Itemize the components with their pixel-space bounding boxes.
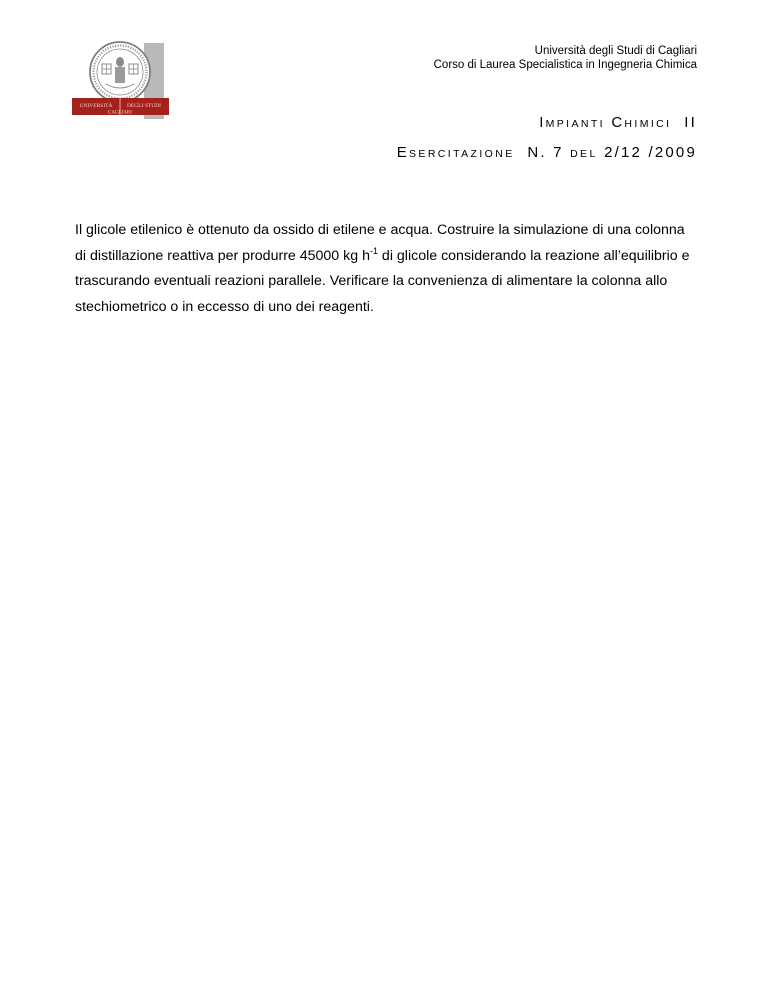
course-title-cap2: C	[611, 114, 625, 131]
course-title-rest2: HIMICI	[624, 118, 672, 130]
university-name: Università degli Studi di Cagliari	[534, 45, 697, 57]
course-title-rest1: MPIANTI	[545, 118, 605, 130]
course-title	[539, 114, 697, 131]
svg-text:CAGLIARI: CAGLIARI	[108, 110, 132, 116]
exercise-number: N. 7	[527, 144, 564, 161]
university-seal-logo	[72, 40, 172, 120]
exercise-cap: E	[396, 144, 410, 161]
exercise-rest: SERCITAZIONE	[409, 148, 515, 160]
exercise-text-part1: Il glicole etilenico è ottenuto da ossido di etilene e acqua. Costruire la simulazione di una colonna di distillazione reattiva per produrre 45000 kg h	[75, 222, 685, 264]
degree-course: Corso di Laurea Specialistica in Ingegneria Chimica	[433, 59, 697, 71]
exercise-del: DEL	[570, 148, 598, 160]
course-title-cap1: I	[539, 114, 546, 131]
exercise-date: 2/12 /2009	[604, 144, 697, 161]
course-title-numeral: II	[684, 114, 697, 131]
exercise-text	[75, 218, 697, 320]
institution-header	[434, 44, 697, 72]
exercise-text-exponent: -1	[369, 245, 378, 256]
svg-text:DEGLI STUDI: DEGLI STUDI	[126, 103, 162, 109]
exercise-title	[397, 144, 697, 161]
exercise-text-part2: di glicole considerando la reazione all’equilibrio e trascurando eventuali reazioni parallele. Verificare la convenienza di alimentare la colonna allo stechiometrico o in eccesso di uno dei reagenti.	[75, 247, 690, 315]
svg-text:UNIVERSITÀ: UNIVERSITÀ	[79, 103, 113, 109]
